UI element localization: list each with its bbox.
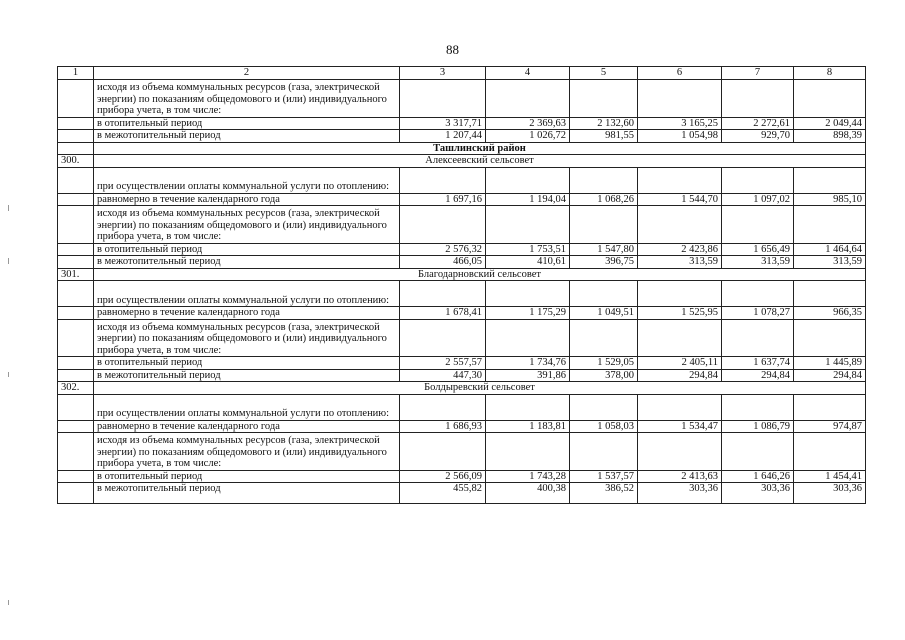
row-number-cell: [58, 193, 94, 206]
empty-value-cell: [794, 319, 866, 357]
empty-value-cell: [794, 394, 866, 420]
value-cell: 966,35: [794, 307, 866, 320]
section-description-row: [58, 167, 866, 193]
settlement-heading: Благодарновский сельсовет: [94, 268, 866, 281]
value-cell: 929,70: [722, 130, 794, 143]
empty-value-cell: [570, 281, 638, 307]
description-cell: исходя из объема коммунальных ресурсов (газа, электрической энергии) по показаниям общедомового и (или) индивидуального прибора учета, в том числе:: [94, 80, 400, 118]
empty-value-cell: [486, 167, 570, 193]
description-cell: при осуществлении оплаты коммунальной услуги по отоплению:: [94, 394, 400, 420]
settlement-heading-row: [58, 268, 866, 281]
district-heading-row: [58, 142, 866, 155]
value-cell: 396,75: [570, 256, 638, 269]
value-cell: 2 405,11: [638, 357, 722, 370]
value-cell: 1 464,64: [794, 243, 866, 256]
value-cell: 1 753,51: [486, 243, 570, 256]
row-label-cell: равномерно в течение календарного года: [94, 193, 400, 206]
row-label-cell: равномерно в течение календарного года: [94, 307, 400, 320]
column-header: 3: [400, 67, 486, 80]
value-cell: 313,59: [794, 256, 866, 269]
empty-value-cell: [794, 80, 866, 118]
row-number-cell: [58, 369, 94, 382]
section-description-row: [58, 319, 866, 357]
empty-value-cell: [400, 394, 486, 420]
empty-value-cell: [638, 433, 722, 471]
row-number-cell: 301.: [58, 268, 94, 281]
value-cell: 1 656,49: [722, 243, 794, 256]
value-cell: 2 557,57: [400, 357, 486, 370]
empty-value-cell: [794, 167, 866, 193]
row-number-cell: [58, 483, 94, 504]
scan-artifact: [8, 372, 9, 377]
tariff-table: [57, 66, 866, 504]
section-description-row: [58, 433, 866, 471]
column-header: 7: [722, 67, 794, 80]
value-cell: 1 743,28: [486, 470, 570, 483]
column-header-row: [58, 67, 866, 80]
value-cell: 1 183,81: [486, 420, 570, 433]
row-number-cell: [58, 281, 94, 307]
row-number-cell: [58, 117, 94, 130]
table-body: [58, 67, 866, 504]
value-cell: 294,84: [794, 369, 866, 382]
description-cell: исходя из объема коммунальных ресурсов (газа, электрической энергии) по показаниям общедомового и (или) индивидуального прибора учета, в том числе:: [94, 319, 400, 357]
value-cell: 2 049,44: [794, 117, 866, 130]
value-cell: 898,39: [794, 130, 866, 143]
value-cell: 974,87: [794, 420, 866, 433]
value-cell: 1 686,93: [400, 420, 486, 433]
value-cell: 1 054,98: [638, 130, 722, 143]
value-cell: 2 272,61: [722, 117, 794, 130]
row-number-cell: [58, 394, 94, 420]
value-cell: 1 058,03: [570, 420, 638, 433]
value-cell: 1 547,80: [570, 243, 638, 256]
empty-value-cell: [722, 80, 794, 118]
value-cell: 1 097,02: [722, 193, 794, 206]
value-cell: 1 194,04: [486, 193, 570, 206]
value-cell: 3 317,71: [400, 117, 486, 130]
value-cell: 303,36: [794, 483, 866, 504]
row-number-cell: 302.: [58, 382, 94, 395]
value-cell: 410,61: [486, 256, 570, 269]
table-row: [58, 369, 866, 382]
empty-value-cell: [400, 167, 486, 193]
row-number-cell: [58, 243, 94, 256]
value-cell: 1 534,47: [638, 420, 722, 433]
empty-value-cell: [486, 394, 570, 420]
empty-value-cell: [722, 281, 794, 307]
value-cell: 378,00: [570, 369, 638, 382]
table-row: [58, 420, 866, 433]
empty-value-cell: [486, 206, 570, 244]
section-description-row: [58, 206, 866, 244]
settlement-heading: Болдыревский сельсовет: [94, 382, 866, 395]
table-row: [58, 256, 866, 269]
row-label-cell: в межотопительный период: [94, 369, 400, 382]
value-cell: 2 566,09: [400, 470, 486, 483]
value-cell: 400,38: [486, 483, 570, 504]
empty-value-cell: [722, 167, 794, 193]
empty-value-cell: [638, 167, 722, 193]
empty-value-cell: [486, 433, 570, 471]
value-cell: 1 454,41: [794, 470, 866, 483]
empty-value-cell: [722, 394, 794, 420]
section-description-row: [58, 394, 866, 420]
value-cell: 2 132,60: [570, 117, 638, 130]
value-cell: 1 078,27: [722, 307, 794, 320]
value-cell: 1 537,57: [570, 470, 638, 483]
row-number-cell: [58, 470, 94, 483]
value-cell: 303,36: [638, 483, 722, 504]
value-cell: 1 026,72: [486, 130, 570, 143]
value-cell: 294,84: [722, 369, 794, 382]
row-label-cell: в отопительный период: [94, 243, 400, 256]
value-cell: 313,59: [638, 256, 722, 269]
empty-value-cell: [794, 433, 866, 471]
empty-value-cell: [638, 80, 722, 118]
row-label-cell: в межотопительный период: [94, 483, 400, 504]
row-label-cell: равномерно в течение календарного года: [94, 420, 400, 433]
empty-value-cell: [794, 281, 866, 307]
value-cell: 313,59: [722, 256, 794, 269]
value-cell: 2 576,32: [400, 243, 486, 256]
value-cell: 386,52: [570, 483, 638, 504]
value-cell: 1 544,70: [638, 193, 722, 206]
district-heading: Ташлинский район: [94, 142, 866, 155]
column-header: 4: [486, 67, 570, 80]
row-number-cell: [58, 319, 94, 357]
value-cell: 294,84: [638, 369, 722, 382]
column-header: 8: [794, 67, 866, 80]
value-cell: 1 525,95: [638, 307, 722, 320]
empty-value-cell: [570, 167, 638, 193]
value-cell: 466,05: [400, 256, 486, 269]
table-row: [58, 307, 866, 320]
empty-value-cell: [570, 80, 638, 118]
section-description-row: [58, 281, 866, 307]
scan-artifact: [8, 258, 9, 264]
row-number-cell: [58, 142, 94, 155]
empty-value-cell: [638, 319, 722, 357]
empty-value-cell: [400, 433, 486, 471]
row-label-cell: в отопительный период: [94, 357, 400, 370]
section-description-row: [58, 80, 866, 118]
row-label-cell: в межотопительный период: [94, 130, 400, 143]
row-number-cell: [58, 357, 94, 370]
scan-artifact: [8, 205, 9, 211]
table-row: [58, 130, 866, 143]
row-number-cell: 300.: [58, 155, 94, 168]
value-cell: 303,36: [722, 483, 794, 504]
value-cell: 1 637,74: [722, 357, 794, 370]
row-number-cell: [58, 420, 94, 433]
value-cell: 1 678,41: [400, 307, 486, 320]
description-cell: при осуществлении оплаты коммунальной услуги по отоплению:: [94, 167, 400, 193]
settlement-heading: Алексеевский сельсовет: [94, 155, 866, 168]
row-number-cell: [58, 256, 94, 269]
empty-value-cell: [486, 281, 570, 307]
row-number-cell: [58, 130, 94, 143]
empty-value-cell: [638, 281, 722, 307]
empty-value-cell: [400, 281, 486, 307]
empty-value-cell: [570, 394, 638, 420]
table-row: [58, 193, 866, 206]
row-label-cell: в отопительный период: [94, 470, 400, 483]
row-label-cell: в межотопительный период: [94, 256, 400, 269]
empty-value-cell: [400, 206, 486, 244]
value-cell: 2 413,63: [638, 470, 722, 483]
value-cell: 391,86: [486, 369, 570, 382]
description-cell: при осуществлении оплаты коммунальной услуги по отоплению:: [94, 281, 400, 307]
table-row: [58, 470, 866, 483]
value-cell: 1 697,16: [400, 193, 486, 206]
empty-value-cell: [722, 433, 794, 471]
value-cell: 3 165,25: [638, 117, 722, 130]
value-cell: 1 445,89: [794, 357, 866, 370]
table-row: [58, 243, 866, 256]
row-number-cell: [58, 167, 94, 193]
column-header: 5: [570, 67, 638, 80]
scan-artifact: [8, 600, 9, 605]
empty-value-cell: [486, 319, 570, 357]
value-cell: 1 529,05: [570, 357, 638, 370]
value-cell: 2 369,63: [486, 117, 570, 130]
description-cell: исходя из объема коммунальных ресурсов (газа, электрической энергии) по показаниям общедомового и (или) индивидуального прибора учета, в том числе:: [94, 433, 400, 471]
value-cell: 1 207,44: [400, 130, 486, 143]
empty-value-cell: [638, 206, 722, 244]
value-cell: 985,10: [794, 193, 866, 206]
value-cell: 455,82: [400, 483, 486, 504]
value-cell: 1 646,26: [722, 470, 794, 483]
value-cell: 1 175,29: [486, 307, 570, 320]
row-number-cell: [58, 307, 94, 320]
row-number-cell: [58, 206, 94, 244]
column-header: 2: [94, 67, 400, 80]
column-header: 1: [58, 67, 94, 80]
description-cell: исходя из объема коммунальных ресурсов (газа, электрической энергии) по показаниям общедомового и (или) индивидуального прибора учета, в том числе:: [94, 206, 400, 244]
empty-value-cell: [400, 319, 486, 357]
page-number: 88: [446, 42, 459, 57]
settlement-heading-row: [58, 155, 866, 168]
value-cell: 1 734,76: [486, 357, 570, 370]
empty-value-cell: [722, 206, 794, 244]
row-number-cell: [58, 80, 94, 118]
empty-value-cell: [486, 80, 570, 118]
row-label-cell: в отопительный период: [94, 117, 400, 130]
table-row: [58, 117, 866, 130]
value-cell: 1 086,79: [722, 420, 794, 433]
empty-value-cell: [570, 319, 638, 357]
value-cell: 1 049,51: [570, 307, 638, 320]
empty-value-cell: [722, 319, 794, 357]
value-cell: 2 423,86: [638, 243, 722, 256]
value-cell: 981,55: [570, 130, 638, 143]
settlement-heading-row: [58, 382, 866, 395]
empty-value-cell: [400, 80, 486, 118]
empty-value-cell: [638, 394, 722, 420]
value-cell: 447,30: [400, 369, 486, 382]
row-number-cell: [58, 433, 94, 471]
empty-value-cell: [570, 206, 638, 244]
empty-value-cell: [794, 206, 866, 244]
table-row: [58, 357, 866, 370]
table-row: [58, 483, 866, 504]
empty-value-cell: [570, 433, 638, 471]
value-cell: 1 068,26: [570, 193, 638, 206]
column-header: 6: [638, 67, 722, 80]
